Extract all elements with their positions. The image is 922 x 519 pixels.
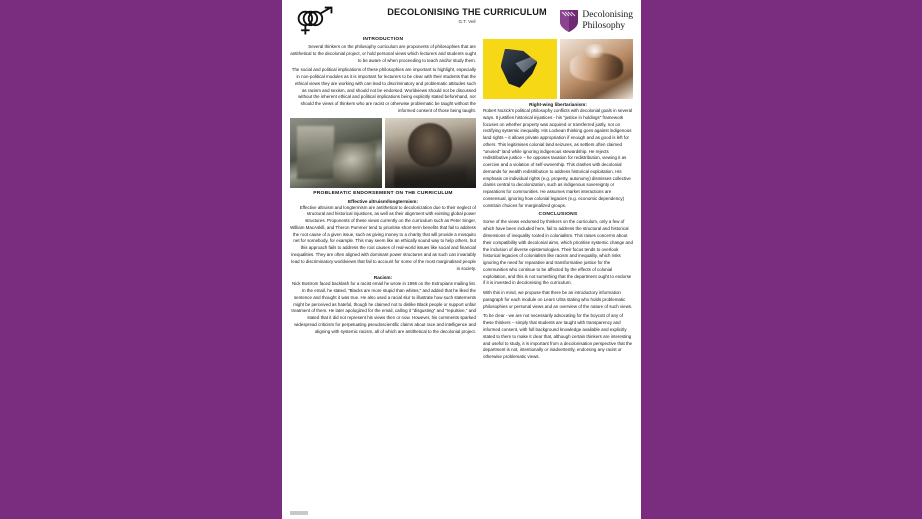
conclusions-paragraph-2: With this in mind, we propose that there be an introductory information paragraph for each module on Learn Ultra stating who holds problematic philosophies or personal views and an overview of the nature of such views.	[483, 290, 633, 309]
conclusions-heading: CONCLUSIONS	[538, 212, 578, 218]
conclusions-paragraph-1: Some of the views endorsed by thinkers on the curriculum, only a few of which have been included here, fail to address the structural and historical dimensions of inequality rooted in colonialism. This raises concerns about their compatibility with decolonial aims, which prioritise systemic change and the inclusion of diverse epistemologies. Their focus tends to overlook historical legacies of colonialism like racism and inequality, which risks ignoring the need for reparative and transformative justice for the communities who continue to be affected by the effects of colonial exploitation, and this is not something that the department ought to endorse if it is invested in decolonising the curriculum.	[483, 219, 633, 286]
footer-marker	[290, 511, 308, 515]
poster-header	[290, 5, 633, 37]
poster-page	[282, 0, 641, 519]
left-column	[290, 37, 476, 515]
right-image-pair	[483, 39, 633, 99]
poster-body	[290, 37, 633, 515]
racism-text: Nick Bostrom faced backlash for a racist email he wrote in 1996 on the Extropians mailing list. In the email, he stated, "Blacks are more stupid than whites," and added that he liked the sentence and thought it was true. He also used a racial slur to illustrate how such statements might be perceived as hateful, though he claimed not to dislike Black people or support unfair treatment of them. He later apologized for the email, calling it "disgusting" and "repulsive," and stated that it did not represent his views then or now. However, his comments sparked widespread criticism for perpetuating pseudoscientific claims about race and intelligence and aligning with systemic racism, all of which are antithetical to the decolonial project.	[291, 281, 476, 334]
portrait-photo	[385, 118, 477, 188]
racism-subheading: Racism:	[373, 275, 393, 281]
intro-paragraph-2: The social and political implications of these philosophies are important to highlight, especially in non-political modules as it is important for lecturers to be clear with their students that the ethical views they are working with can lead to discriminatory and problematic attitudes such as racism and sexism, and should not be endorsed. Worldviews should not be discussed without the inherent ethical and political implications being explicitly stated beforehand, nor should the views of thinkers who are racist or otherwise problematic be taught without the informed consent of those being taught.	[291, 67, 476, 113]
right-purple-band	[641, 0, 922, 519]
left-image-pair	[290, 118, 476, 188]
effective-altruism-text: Effective altruism and longtermism are antithetical to decolonization due to their neglect of structural and historical injustices, as well as their alignment with existing global power structures. Proponents of these views currently on the curriculum such as Peter Singer, William MacAskill, and Theron Pummer tend to prioritise short-term benefits that fail to address the root cause of a given issue, such as giving money to a charity that will provide a mosquito net for somebody, for example. This may seem like an ethically sound way to help others, but this approach fails to address the root causes of real-world issues like social and financial inequalities. They are often aligned with dominant power structures and as such can invariably lead to discriminatory worldviews that fail to account for some of the most marginalised people in society.	[290, 204, 476, 271]
logo-line-1: Decolonising	[582, 10, 633, 21]
right-column	[483, 37, 633, 515]
gender-symbols-icon	[292, 5, 344, 37]
clasped-hands-photo	[560, 39, 634, 99]
protest-street-photo	[290, 118, 382, 188]
yellow-artwork-photo	[483, 39, 557, 99]
logo-line-2: Philosophy	[582, 21, 626, 31]
poster-title: DECOLONISING THE CURRICULUM	[387, 7, 547, 17]
right-wing-libertarianism-subheading: Right-wing libertarianism:	[529, 102, 587, 107]
right-wing-libertarianism-text: Robert Nozick's political philosophy conflicts with decolonial goals in several ways. It justifies historical injustices - his "justice in holdings" framework focuses on whether property was acquired or transferred justly, not on rectifying systemic inequality. His Lockean thinking goes against indigenous land rights – it allows private appropriation if enough and as good is left for others. This legitimises colonial land seizures, as settlers often claimed "unused" land while ignoring indigenous stewardship. He rejects redistributive justice – he opposes taxation for redistribution, viewing it as coercive and a violation of self-ownership. This clashes with decolonial demands for wealth redistribution to address historical exploitation. His emphasis on individual rights (e.g. property, autonomy) dismisses collective claims central to decolonization, such as indigenous sovereignty or reparations for communities. He assumes market interactions are consensual, ignoring how colonial legacies (e.g. economic dependency) constrain choices for marginalized groups.	[483, 108, 633, 208]
poster-author: G.T. Veil	[458, 19, 476, 24]
conclusions-paragraph-3: To be clear - we are not necessarily advocating for the boycott of any of these thinkers – simply that students are taught with transparency and informed consent, with full background knowledge available and explicitly stated to them to make it clear that, although certain thinkers are interesting and useful to study, it is important from a decolonisation perspective that the department is not, intentionally or inadvertently, endorsing any racist or otherwise problematic views.	[483, 313, 633, 360]
left-purple-band	[0, 0, 282, 519]
problematic-endorsement-heading: PROBLEMATIC ENDORSEMENT ON THE CURRICULUM	[313, 190, 453, 196]
decolonising-philosophy-logo	[559, 6, 633, 36]
intro-paragraph-1: Several thinkers on the philosophy curriculum are proponents of philosophies that are antithetical to the decolonial project, or hold personal views which lecturers and students ought to be aware of when proceeding to teach and/or study them.	[290, 44, 476, 63]
logo-wordmark	[582, 10, 633, 31]
effective-altruism-subheading: Effective altruism/longtermism:	[347, 198, 419, 204]
intro-heading: INTRODUCTION	[362, 37, 404, 42]
shield-icon	[559, 9, 579, 33]
